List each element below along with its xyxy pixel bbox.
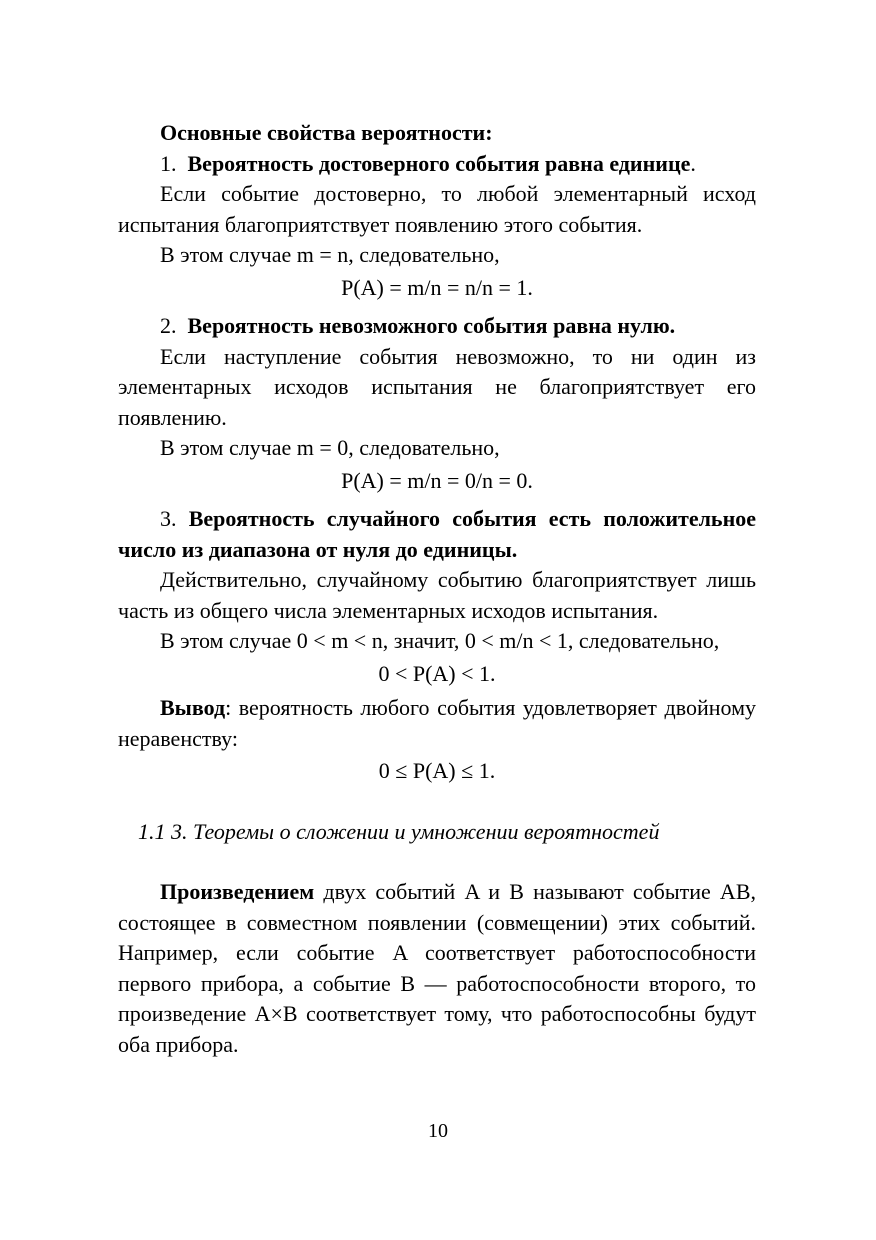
page-content xyxy=(118,118,756,1060)
conclusion-formula: 0 ≤ P(A) ≤ 1. xyxy=(378,758,496,783)
property-1-text: Если событие достоверно, то любой элементарный исход испытания благоприятствует появлению этого события. xyxy=(118,181,756,237)
product-definition: Произведением двух событий A и B называют событие AB, состоящее в совместном появлении (совмещении) этих событий. Например, если событие A соответствует работоспособности первого прибора, а событие B — работоспособности второго, то произведение A×B соответствует тому, что работоспособны будут оба прибора. xyxy=(118,879,756,1057)
property-1-formula: P(A) = m/n = n/n = 1. xyxy=(341,274,533,300)
property-1-title: 1. Вероятность достоверного события равна единице. xyxy=(160,150,696,176)
property-3-formula: 0 < P(A) < 1. xyxy=(378,660,496,686)
page-number: 10 xyxy=(428,1120,448,1142)
property-2-title: 2. Вероятность невозможного события равна нулю. xyxy=(160,313,676,338)
section-heading: Основные свойства вероятности: xyxy=(160,120,493,145)
property-3-text: Действительно, случайному событию благоприятствует лишь часть из общего числа элементарных исходов испытания. xyxy=(118,567,756,623)
subsection-title: 1.1 3. Теоремы о сложении и умножении вероятностей xyxy=(138,818,660,844)
property-1-case: В этом случае m = n, следовательно, xyxy=(160,242,500,267)
conclusion: Вывод: вероятность любого события удовлетворяет двойному неравенству: xyxy=(118,695,756,751)
property-3-title: 3. Вероятность случайного события есть положительное число из диапазона от нуля до единицы. xyxy=(118,506,757,562)
property-2-case: В этом случае m = 0, следовательно, xyxy=(160,435,500,460)
property-3-case: В этом случае 0 < m < n, значит, 0 < m/n < 1, следовательно, xyxy=(160,628,720,653)
property-2-text: Если наступление события невозможно, то ни один из элементарных исходов испытания не благоприятствует его появлению. xyxy=(118,343,756,430)
property-2-formula: P(A) = m/n = 0/n = 0. xyxy=(341,467,533,493)
